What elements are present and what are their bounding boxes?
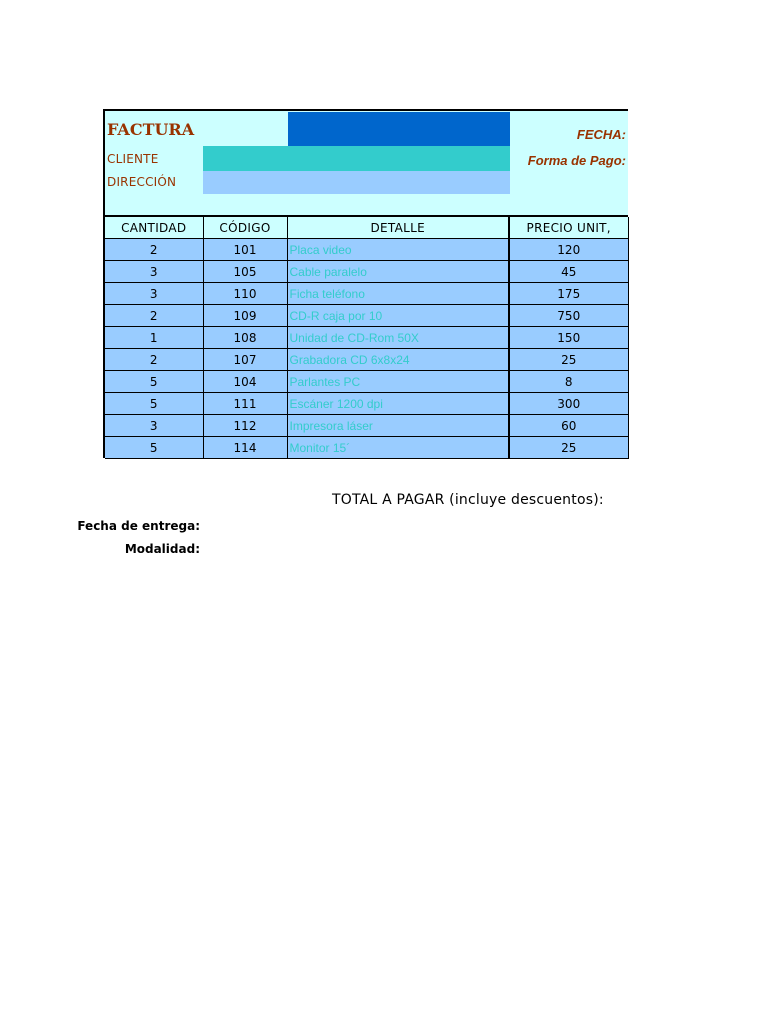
cliente-field[interactable]: [203, 146, 510, 171]
cell-detalle[interactable]: Unidad de CD-Rom 50X: [287, 327, 509, 349]
cell-codigo[interactable]: 107: [203, 349, 287, 371]
cell-cantidad[interactable]: 2: [105, 305, 203, 327]
cell-cantidad[interactable]: 5: [105, 437, 203, 459]
cell-cantidad[interactable]: 1: [105, 327, 203, 349]
cell-cantidad[interactable]: 5: [105, 393, 203, 415]
cliente-label: CLIENTE: [107, 152, 159, 166]
cell-codigo[interactable]: 105: [203, 261, 287, 283]
cell-detalle[interactable]: Monitor 15´: [287, 437, 509, 459]
fecha-label: FECHA:: [576, 127, 626, 142]
cell-codigo[interactable]: 101: [203, 239, 287, 261]
table-row: [105, 415, 628, 437]
cell-precio[interactable]: 45: [509, 261, 628, 283]
table-row: [105, 393, 628, 415]
cell-precio[interactable]: 175: [509, 283, 628, 305]
cell-cantidad[interactable]: 3: [105, 261, 203, 283]
cell-precio[interactable]: 150: [509, 327, 628, 349]
cell-detalle[interactable]: Grabadora CD 6x8x24: [287, 349, 509, 371]
cell-detalle[interactable]: Cable paralelo: [287, 261, 509, 283]
cell-cantidad[interactable]: 2: [105, 349, 203, 371]
cell-detalle[interactable]: CD-R caja por 10: [287, 305, 509, 327]
cell-precio[interactable]: 8: [509, 371, 628, 393]
modalidad-label: Modalidad:: [124, 542, 200, 556]
invoice-title: FACTURA: [107, 120, 195, 139]
invoice-form: [103, 109, 628, 458]
cell-detalle[interactable]: Impresora láser: [287, 415, 509, 437]
invoice-header: [105, 111, 628, 217]
total-label: TOTAL A PAGAR (incluye descuentos):: [332, 492, 604, 508]
cell-precio[interactable]: 25: [509, 349, 628, 371]
cell-codigo[interactable]: 114: [203, 437, 287, 459]
table-row: [105, 239, 628, 261]
column-header-cantidad: CANTIDAD: [105, 217, 203, 239]
cell-precio[interactable]: 25: [509, 437, 628, 459]
column-header-codigo: CÓDIGO: [203, 217, 287, 239]
cell-precio[interactable]: 60: [509, 415, 628, 437]
cell-detalle[interactable]: Placa video: [287, 239, 509, 261]
cell-codigo[interactable]: 111: [203, 393, 287, 415]
table-row: [105, 349, 628, 371]
items-table: [105, 217, 629, 459]
column-header-precio: PRECIO UNIT,: [509, 217, 628, 239]
table-row: [105, 371, 628, 393]
table-row: [105, 437, 628, 459]
direccion-label: DIRECCIÓN: [107, 175, 177, 189]
cell-cantidad[interactable]: 3: [105, 415, 203, 437]
column-header-detalle: DETALLE: [287, 217, 509, 239]
table-row: [105, 283, 628, 305]
direccion-field[interactable]: [203, 171, 510, 194]
cell-cantidad[interactable]: 2: [105, 239, 203, 261]
cell-precio[interactable]: 750: [509, 305, 628, 327]
cell-codigo[interactable]: 109: [203, 305, 287, 327]
fecha-entrega-label: Fecha de entrega:: [77, 519, 200, 533]
cell-precio[interactable]: 300: [509, 393, 628, 415]
table-row: [105, 261, 628, 283]
cell-cantidad[interactable]: 5: [105, 371, 203, 393]
header-blue-block: [288, 112, 510, 146]
cell-precio[interactable]: 120: [509, 239, 628, 261]
table-row: [105, 327, 628, 349]
cell-codigo[interactable]: 110: [203, 283, 287, 305]
cell-detalle[interactable]: Ficha teléfono: [287, 283, 509, 305]
forma-pago-label: Forma de Pago:: [527, 153, 626, 168]
table-row: [105, 305, 628, 327]
cell-codigo[interactable]: 108: [203, 327, 287, 349]
cell-codigo[interactable]: 112: [203, 415, 287, 437]
cell-codigo[interactable]: 104: [203, 371, 287, 393]
cell-detalle[interactable]: Parlantes PC: [287, 371, 509, 393]
cell-detalle[interactable]: Escáner 1200 dpi: [287, 393, 509, 415]
table-header-row: [105, 217, 628, 239]
cell-cantidad[interactable]: 3: [105, 283, 203, 305]
